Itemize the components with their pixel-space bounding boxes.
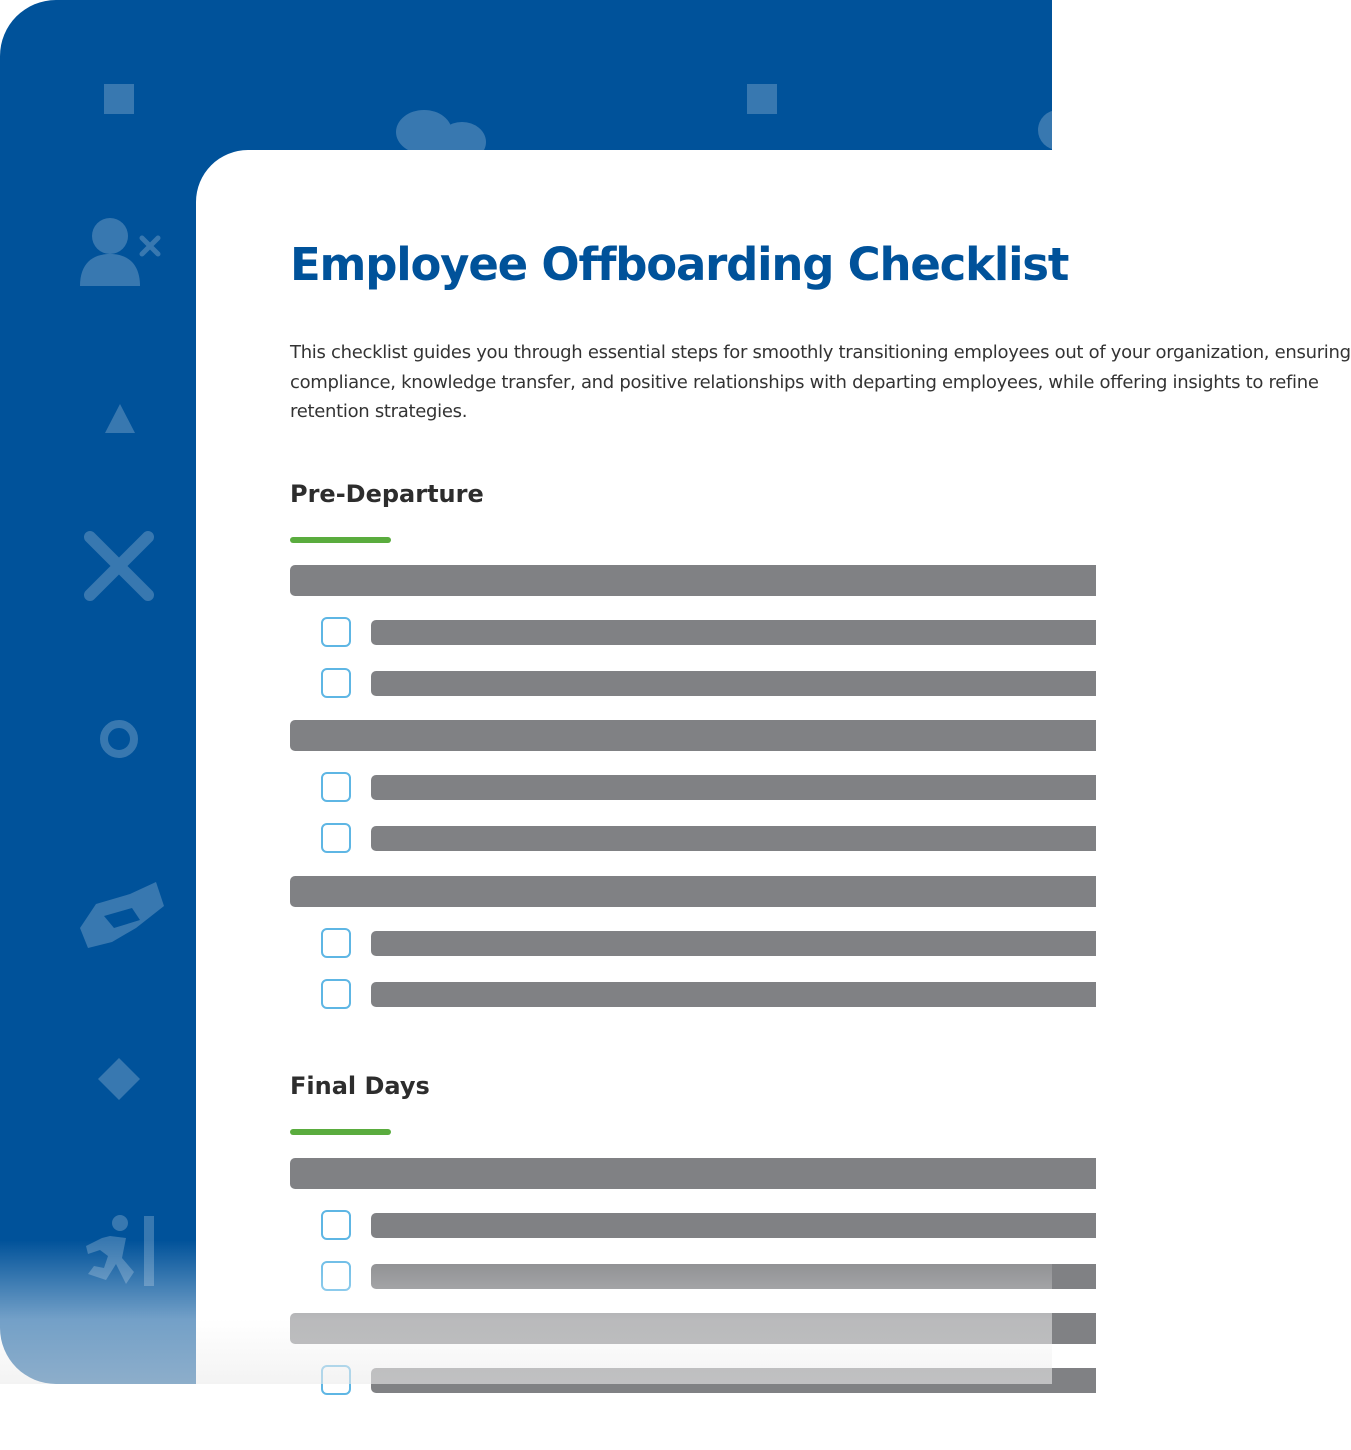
triangle-icon <box>104 402 136 434</box>
checklist-checkbox[interactable] <box>321 772 351 802</box>
checklist-checkbox[interactable] <box>321 823 351 853</box>
checklist-checkbox[interactable] <box>321 1210 351 1240</box>
diamond-icon <box>96 1056 142 1102</box>
square-icon <box>747 84 777 114</box>
handshake-icon <box>74 876 166 950</box>
user-remove-icon <box>78 216 162 288</box>
checklist-checkbox[interactable] <box>321 617 351 647</box>
section-heading-final-days: Final Days <box>290 1072 430 1100</box>
chat-bubble-icon <box>396 104 488 154</box>
section-underline <box>290 537 391 543</box>
checklist-document <box>196 150 1351 1450</box>
checklist-item-placeholder <box>371 931 1096 956</box>
page-title: Employee Offboarding Checklist <box>290 238 1069 291</box>
checklist-group-placeholder <box>290 565 1096 596</box>
checklist-group-placeholder <box>290 1313 1096 1344</box>
checklist-item-placeholder <box>371 671 1096 696</box>
checklist-group-placeholder <box>290 720 1096 751</box>
checklist-checkbox[interactable] <box>321 1365 351 1395</box>
checklist-item-placeholder <box>371 775 1096 800</box>
checklist-item-placeholder <box>371 982 1096 1007</box>
section-heading-pre-departure: Pre-Departure <box>290 480 484 508</box>
checklist-item-placeholder <box>371 1213 1096 1238</box>
chat-bubble-icon <box>1036 108 1056 152</box>
checklist-checkbox[interactable] <box>321 979 351 1009</box>
checklist-item-placeholder <box>371 1264 1096 1289</box>
intro-line: retention strategies. <box>290 401 468 422</box>
square-icon <box>104 84 134 114</box>
checklist-item-placeholder <box>371 826 1096 851</box>
intro-paragraph <box>290 338 1351 427</box>
checklist-checkbox[interactable] <box>321 668 351 698</box>
checklist-item-placeholder <box>371 620 1096 645</box>
intro-line: This checklist guides you through essential steps for smoothly transitioning employees out of your organization, ensuring <box>290 342 1351 363</box>
intro-line: compliance, knowledge transfer, and positive relationships with departing employees, while offering insights to refine <box>290 371 1319 393</box>
x-mark-icon <box>82 529 156 603</box>
checklist-checkbox[interactable] <box>321 928 351 958</box>
checklist-checkbox[interactable] <box>321 1261 351 1291</box>
exit-door-icon <box>82 1214 158 1288</box>
checklist-group-placeholder <box>290 1158 1096 1189</box>
checklist-item-placeholder <box>371 1368 1096 1393</box>
circle-icon <box>98 718 140 760</box>
section-underline <box>290 1129 391 1135</box>
checklist-group-placeholder <box>290 876 1096 907</box>
